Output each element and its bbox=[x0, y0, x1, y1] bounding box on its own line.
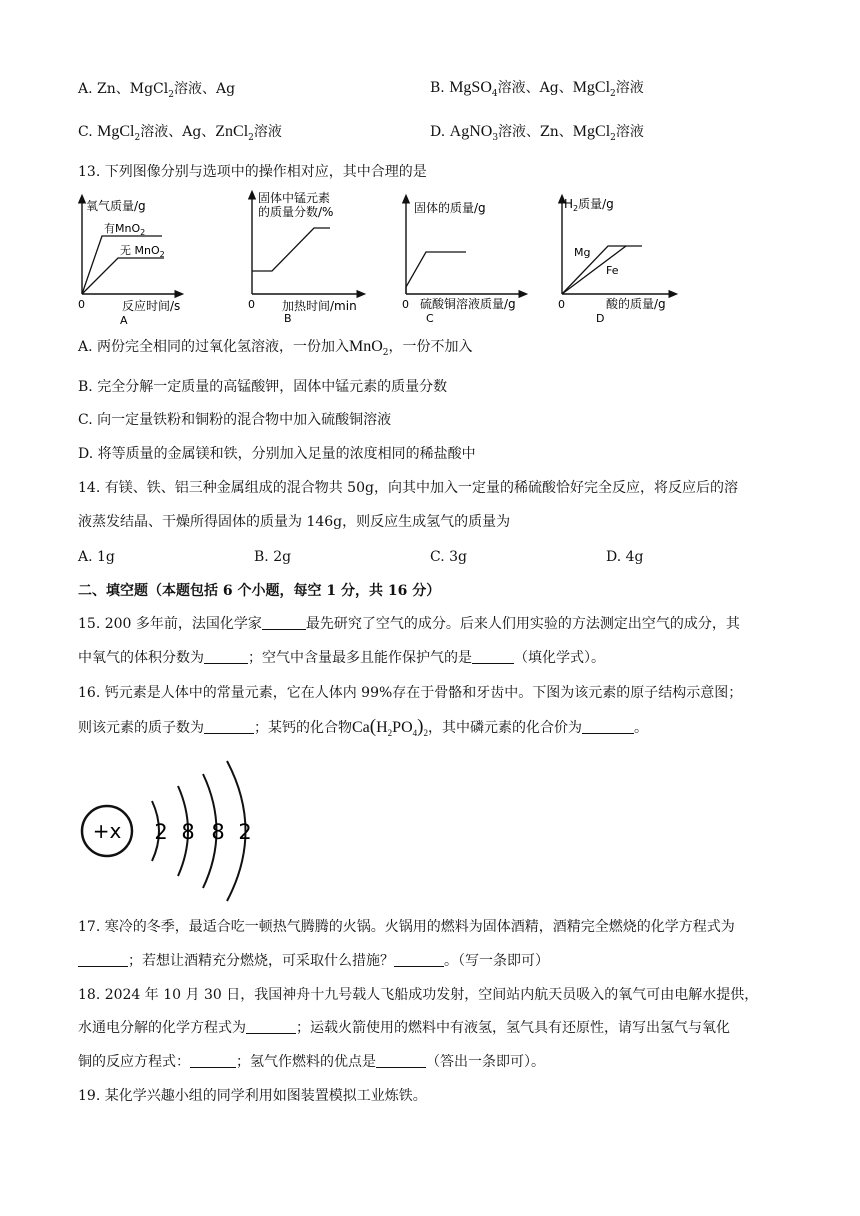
q14-option-c: C. 3g bbox=[430, 549, 467, 565]
q12-option-b: B. MgSO$_4$溶液、Ag、MgCl$_2$溶液 bbox=[430, 79, 644, 99]
q14-line2: 液蒸发结晶、干燥所得固体的质量为 146g，则反应生成氢气的质量为 bbox=[78, 514, 511, 530]
electron-count-4: 2 bbox=[238, 820, 252, 844]
q16-blank-1[interactable] bbox=[204, 719, 254, 734]
section-title: 二、填空题（本题包括 6 个小题，每空 1 分，共 16 分） bbox=[78, 583, 441, 599]
q15-blank-3[interactable] bbox=[472, 649, 514, 664]
q18-line1: 18. 2024 年 10 月 30 日，我国神舟十九号载人飞船成功发射，空间站内航天员吸入的氧气可由电解水提供， bbox=[78, 987, 759, 1003]
graph-c-letter: C bbox=[426, 312, 434, 325]
graph-b-ylabel-line2: 的质量分数/% bbox=[258, 205, 334, 219]
graph-d-mg-label: Mg bbox=[574, 246, 591, 259]
graph-a-origin: 0 bbox=[78, 298, 85, 311]
graph-a-xlabel: 反应时间/s bbox=[122, 299, 181, 313]
graph-c-curve bbox=[406, 252, 466, 294]
calcium-dihydrogen-phosphate-formula: $Ca(H_2PO_4)_2$ bbox=[352, 716, 428, 739]
q18-blank-2[interactable] bbox=[190, 1053, 236, 1068]
electron-count-1: 2 bbox=[154, 820, 168, 844]
graph-d-fe-label: Fe bbox=[606, 264, 619, 277]
q13-graphs bbox=[72, 190, 682, 330]
q14-option-d: D. 4g bbox=[606, 549, 644, 565]
graph-d-letter: D bbox=[596, 312, 605, 325]
graph-a-letter: A bbox=[120, 314, 128, 327]
q14-option-a: A. 1g bbox=[78, 549, 115, 565]
graph-c-xlabel: 硫酸铜溶液质量/g bbox=[420, 297, 516, 311]
q13-stem: 13. 下列图像分别与选项中的操作相对应，其中合理的是 bbox=[78, 164, 427, 180]
q12-option-c: C. MgCl$_2$溶液、Ag、ZnCl$_2$溶液 bbox=[78, 123, 282, 143]
graph-a-ylabel: 氧气质量/g bbox=[86, 199, 146, 213]
graph-d-ylabel: $H_2$质量/g bbox=[564, 197, 614, 213]
q12-option-d: D. AgNO$_3$溶液、Zn、MgCl$_2$溶液 bbox=[430, 123, 644, 143]
graph-c-origin: 0 bbox=[402, 298, 409, 311]
graph-b-xlabel: 加热时间/min bbox=[282, 299, 357, 313]
q13-option-c: C. 向一定量铁粉和铜粉的混合物中加入硫酸铜溶液 bbox=[78, 412, 392, 428]
q17-line1: 17. 寒冷的冬季，最适合吃一顿热气腾腾的火锅。火锅用的燃料为固体酒精，酒精完全燃烧的化学方程式为 bbox=[78, 919, 735, 935]
q14-option-b: B. 2g bbox=[254, 549, 292, 565]
q17-blank-1[interactable] bbox=[78, 952, 128, 967]
q16-blank-2[interactable] bbox=[582, 719, 634, 734]
nucleus-charge: +x bbox=[92, 819, 122, 843]
graph-d-origin: 0 bbox=[558, 298, 565, 311]
graph-d bbox=[558, 196, 674, 325]
atomic-structure-diagram bbox=[72, 756, 272, 906]
q17-line2: ；若想让酒精充分燃烧，可采取什么措施？ 。（写一条即可） bbox=[78, 951, 549, 971]
graph-b-origin: 0 bbox=[248, 298, 255, 311]
q13-option-b: B. 完全分解一定质量的高锰酸钾，固体中锰元素的质量分数 bbox=[78, 379, 448, 395]
q17-blank-2[interactable] bbox=[394, 952, 444, 967]
q12-option-a: A. Zn、MgCl$_2$溶液、Ag bbox=[78, 81, 236, 100]
graph-a-curve1-label: 有MnO$_2$ bbox=[104, 222, 146, 237]
q18-line2: 水通电分解的化学方程式为 ；运载火箭使用的燃料中有液氢，氢气具有还原性，请写出氢气与氧化 bbox=[78, 1020, 730, 1036]
graph-b bbox=[248, 190, 362, 325]
graph-a-curve2-label: 无 MnO$_2$ bbox=[120, 244, 165, 259]
q18-blank-3[interactable] bbox=[376, 1053, 426, 1068]
graph-d-xlabel: 酸的质量/g bbox=[606, 297, 666, 311]
q15-line2: 中氧气的体积分数为 ；空气中含量最多且能作保护气的是 （填化学式）。 bbox=[78, 650, 605, 666]
graph-b-letter: B bbox=[284, 312, 292, 325]
graph-b-curve bbox=[252, 228, 330, 271]
q16-line2: 则该元素的质子数为 ；某钙的化合物$Ca(H_2PO_4)_2$，其中磷元素的化合价为 。 bbox=[78, 716, 648, 739]
q18-blank-1[interactable] bbox=[246, 1019, 296, 1034]
q16-line1: 16. 钙元素是人体中的常量元素，它在人体内 99%存在于骨骼和牙齿中。下图为该元素的原子结构示意图； bbox=[78, 685, 743, 701]
electron-count-2: 8 bbox=[181, 820, 195, 844]
graph-c bbox=[402, 198, 524, 325]
q18-line3: 铜的反应方程式： ；氢气作燃料的优点是 （答出一条即可）。 bbox=[78, 1054, 545, 1070]
q13-option-d: D. 将等质量的金属镁和铁，分别加入足量的浓度相同的稀盐酸中 bbox=[78, 446, 476, 462]
graph-a bbox=[78, 198, 180, 327]
q13-option-a: A. 两份完全相同的过氧化氢溶液，一份加入MnO$_2$，一份不加入 bbox=[78, 338, 473, 358]
graph-c-ylabel: 固体的质量/g bbox=[414, 201, 486, 215]
electron-count-3: 8 bbox=[211, 820, 225, 844]
q15-line1: 15. 200 多年前，法国化学家 最先研究了空气的成分。后来人们用实验的方法测定出空气的成分，其 bbox=[78, 616, 740, 632]
q15-blank-1[interactable] bbox=[262, 615, 306, 630]
q14-line1: 14. 有镁、铁、铝三种金属组成的混合物共 50g，向其中加入一定量的稀硫酸恰好完全反应，将反应后的溶 bbox=[78, 480, 738, 496]
q15-blank-2[interactable] bbox=[204, 649, 248, 664]
graph-b-ylabel-line1: 固体中锰元素 bbox=[258, 191, 331, 205]
q19-line1: 19. 某化学兴趣小组的同学利用如图装置模拟工业炼铁。 bbox=[78, 1088, 427, 1104]
graph-a-curve-without-mno2 bbox=[82, 258, 164, 294]
